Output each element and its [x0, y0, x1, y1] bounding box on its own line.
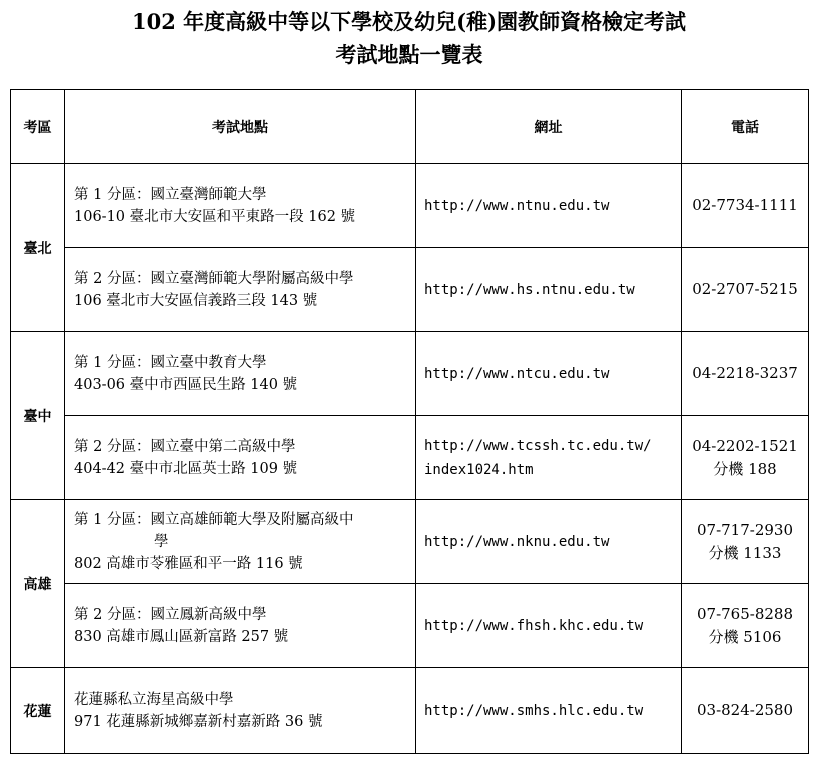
- table-row: [11, 164, 809, 248]
- url-link[interactable]: http://www.ntnu.edu.tw: [416, 164, 682, 248]
- district-name-cont: 學: [154, 533, 169, 550]
- phone-ext: 分機 188: [713, 459, 777, 478]
- phone-ext: 分機 5106: [708, 627, 782, 646]
- header-region: 考區: [11, 90, 65, 164]
- district-name: 第 2 分區：國立臺中第二高級中學: [74, 438, 296, 455]
- district-name: 花蓮縣私立海星高級中學: [74, 691, 234, 708]
- address: 106-10 臺北市大安區和平東路一段 162 號: [74, 208, 356, 225]
- district-name: 第 1 分區：國立高雄師範大學及附屬高級中: [74, 511, 354, 528]
- header-url: 網址: [416, 90, 682, 164]
- district-name: 第 2 分區：國立鳳新高級中學: [74, 606, 267, 623]
- phone-main: 04-2202-1521: [692, 436, 798, 455]
- table-row: [11, 416, 809, 500]
- phone-main: 07-717-2930: [696, 520, 794, 539]
- district-name: 第 2 分區：國立臺灣師範大學附屬高級中學: [74, 270, 354, 287]
- table-row: [11, 332, 809, 416]
- address: 802 高雄市苓雅區和平一路 116 號: [74, 555, 303, 572]
- header-phone: 電話: [682, 90, 809, 164]
- phone-number: [682, 584, 809, 668]
- phone-number: 03-824-2580: [682, 668, 809, 754]
- address: 971 花蓮縣新城鄉嘉新村嘉新路 36 號: [74, 713, 323, 730]
- location-cell: [65, 416, 416, 500]
- location-cell: [65, 164, 416, 248]
- header-location: 考試地點: [65, 90, 416, 164]
- address: 830 高雄市鳳山區新富路 257 號: [74, 628, 289, 645]
- location-cell: [65, 248, 416, 332]
- table-row: [11, 500, 809, 584]
- phone-main: 07-765-8288: [696, 604, 794, 623]
- region-hualien: 花蓮: [11, 668, 65, 754]
- table-row: [11, 584, 809, 668]
- location-cell: [65, 500, 416, 584]
- phone-ext: 分機 1133: [708, 543, 782, 562]
- address: 404-42 臺中市北區英士路 109 號: [74, 460, 298, 477]
- table-header-row: [11, 90, 809, 164]
- phone-number: 02-7734-1111: [682, 164, 809, 248]
- url-link[interactable]: http://www.fhsh.khc.edu.tw: [416, 584, 682, 668]
- document-subtitle: 考試地點一覽表: [335, 42, 483, 67]
- region-taichung: 臺中: [11, 332, 65, 500]
- address: 106 臺北市大安區信義路三段 143 號: [74, 292, 318, 309]
- region-taipei: 臺北: [11, 164, 65, 332]
- url-link[interactable]: http://www.smhs.hlc.edu.tw: [416, 668, 682, 754]
- url-link[interactable]: http://www.ntcu.edu.tw: [416, 332, 682, 416]
- exam-location-table: [10, 89, 809, 754]
- location-cell: [65, 668, 416, 754]
- phone-number: [682, 500, 809, 584]
- url-link[interactable]: [416, 416, 682, 500]
- table-row: [11, 668, 809, 754]
- phone-number: 04-2218-3237: [682, 332, 809, 416]
- document-title: 102 年度高級中等以下學校及幼兒(稚)園教師資格檢定考試: [131, 9, 687, 34]
- location-cell: [65, 332, 416, 416]
- url-link[interactable]: http://www.hs.ntnu.edu.tw: [416, 248, 682, 332]
- location-cell: [65, 584, 416, 668]
- district-name: 第 1 分區：國立臺中教育大學: [74, 354, 267, 371]
- phone-number: [682, 416, 809, 500]
- url-line-1[interactable]: http://www.tcssh.tc.edu.tw/: [424, 437, 652, 454]
- url-link[interactable]: http://www.nknu.edu.tw: [416, 500, 682, 584]
- phone-number: 02-2707-5215: [682, 248, 809, 332]
- district-name: 第 1 分區：國立臺灣師範大學: [74, 186, 267, 203]
- table-row: [11, 248, 809, 332]
- address: 403-06 臺中市西區民生路 140 號: [74, 376, 298, 393]
- region-kaohsiung: 高雄: [11, 500, 65, 668]
- url-line-2[interactable]: index1024.htm: [424, 461, 534, 478]
